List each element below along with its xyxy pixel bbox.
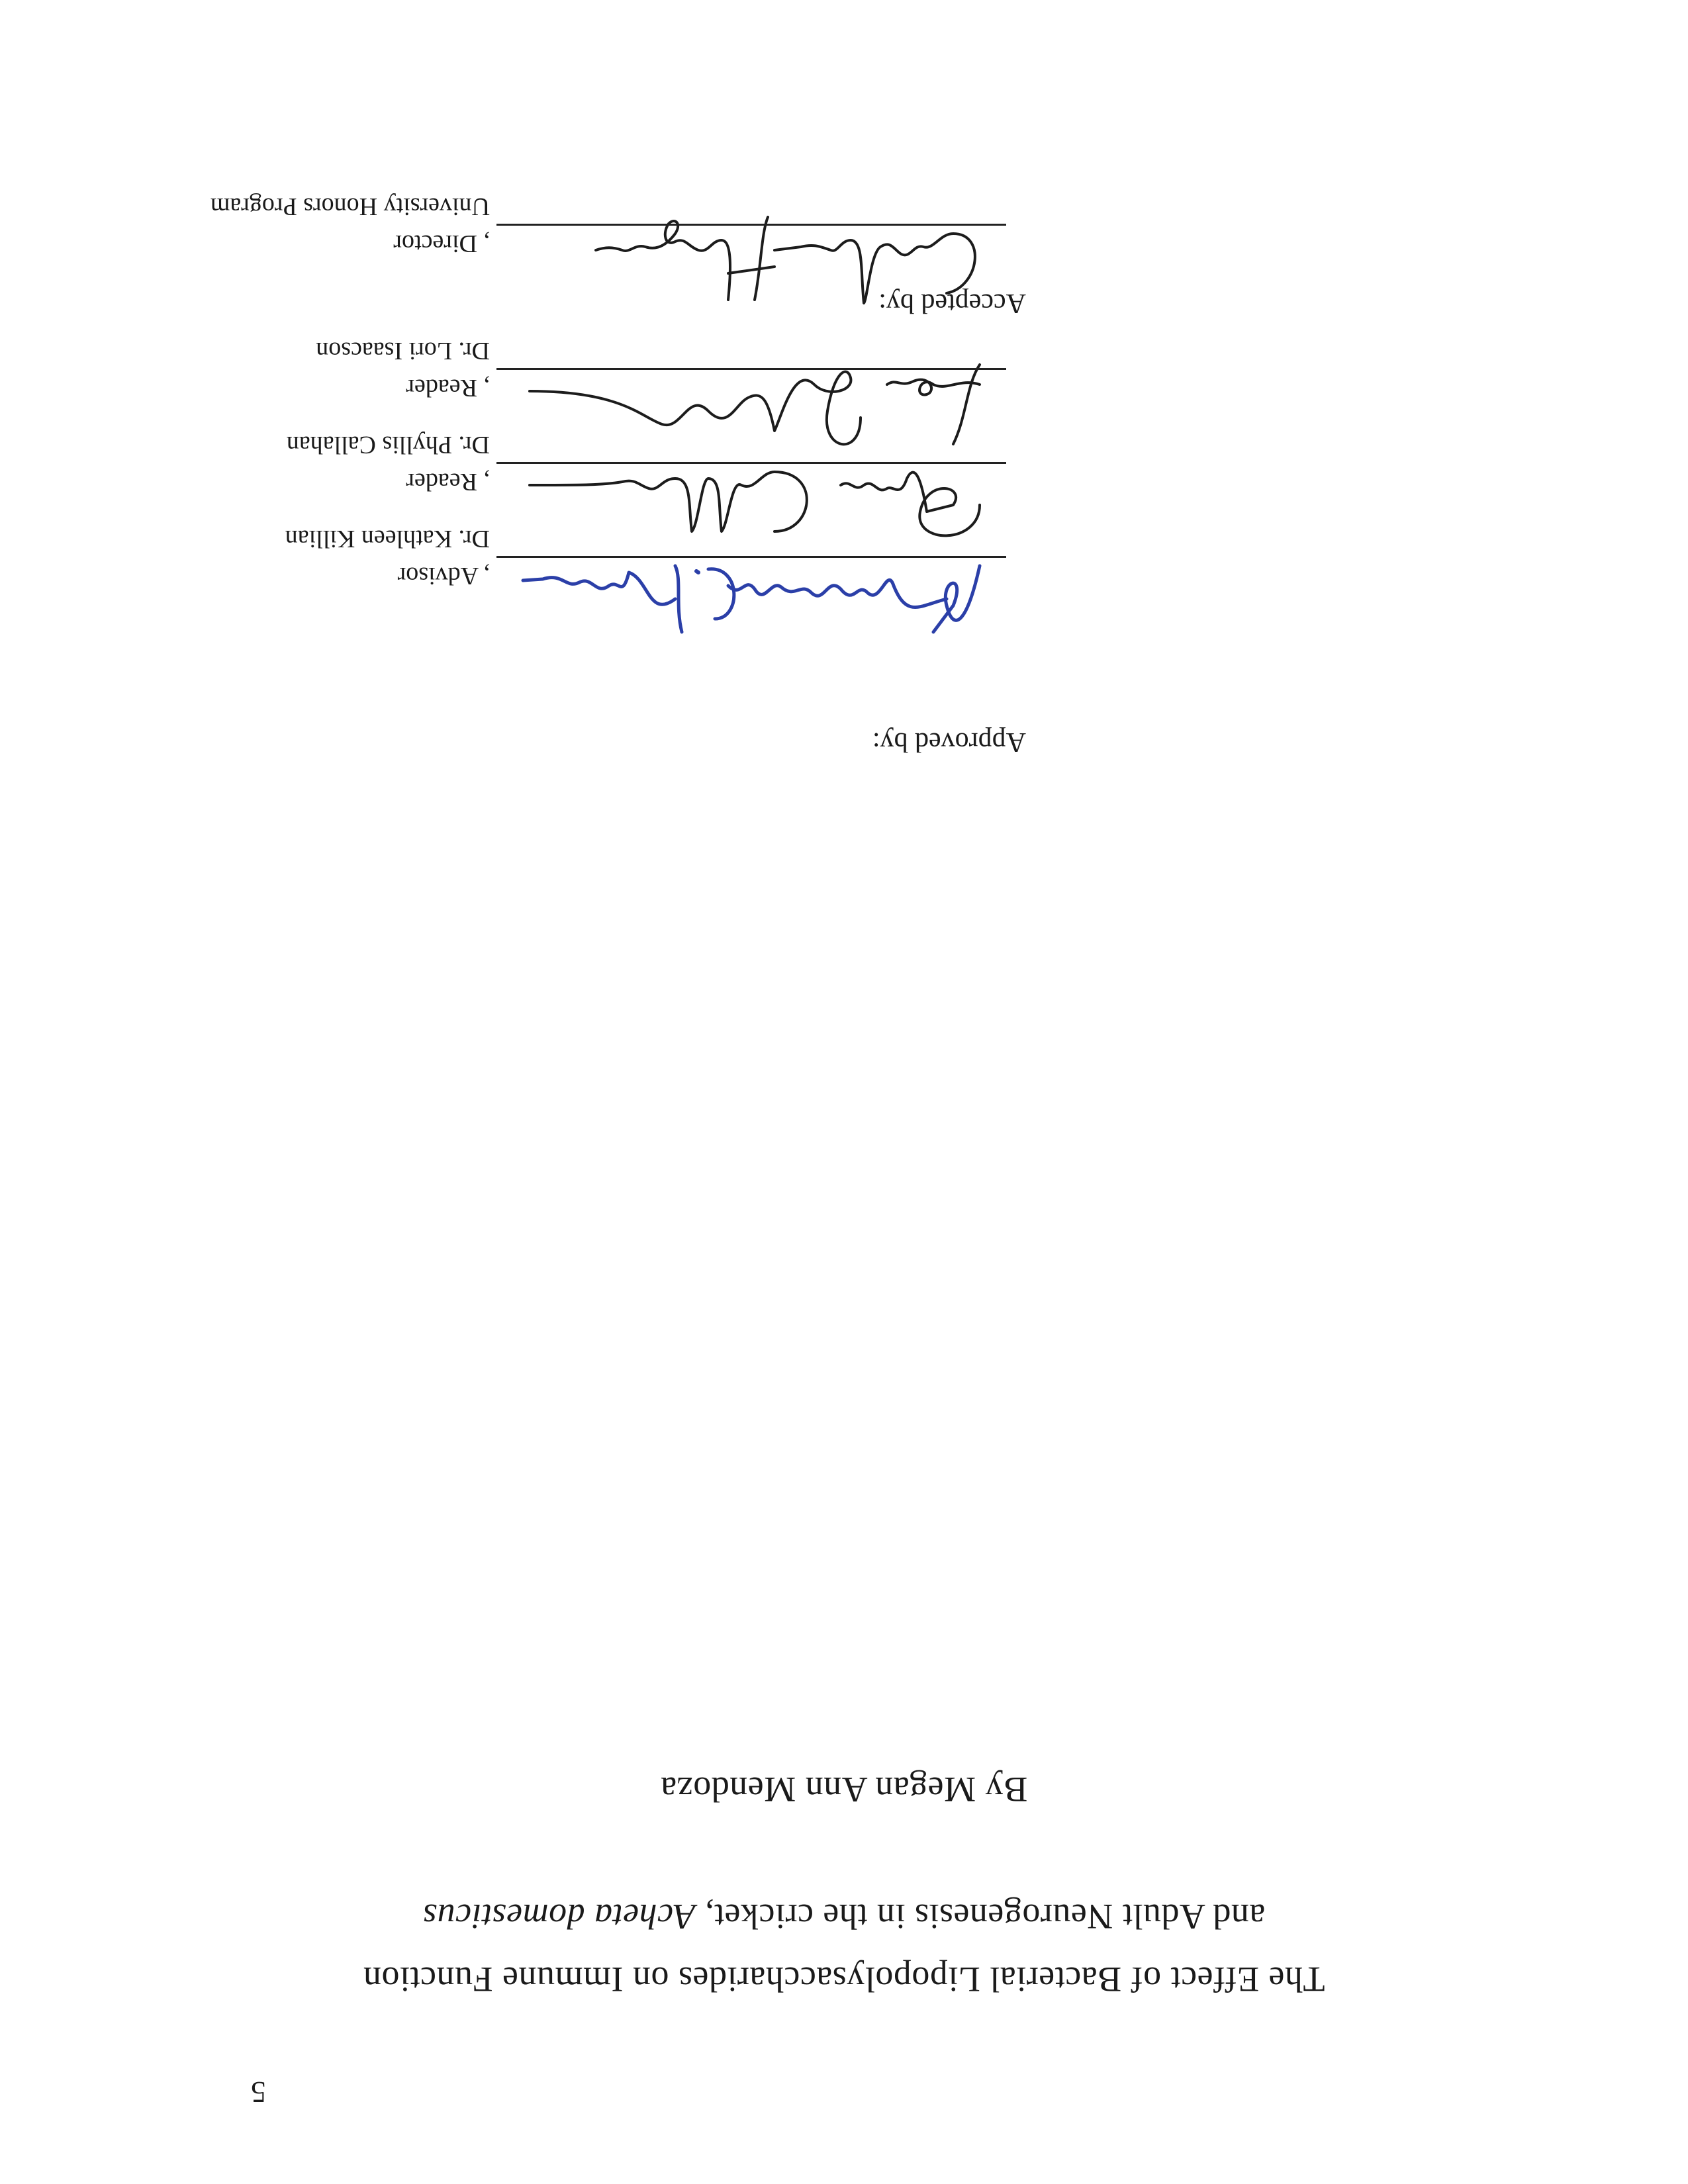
accepted-by-label: Accepted by: — [878, 288, 1026, 318]
reader-1-name: Dr. Phyllis Callahan — [286, 431, 490, 459]
advisor-name: Dr. Kathleen Killian — [285, 525, 490, 553]
advisor-signature — [516, 546, 993, 645]
signature-line — [496, 368, 1006, 370]
signature-line — [496, 556, 1006, 558]
thesis-title-line-1: The Effect of Bacterial Lipopolysaccharides on Immune Function — [363, 1960, 1325, 1999]
author-byline: By Megan Ann Mendoza — [660, 1770, 1028, 1809]
page-number: 5 — [251, 2075, 266, 2109]
signature-line — [496, 224, 1006, 226]
thesis-title-line-2 — [146, 1896, 1542, 1937]
director-role: , Director — [393, 230, 490, 257]
species-name: Acheta domesticus — [422, 1897, 696, 1936]
thesis-title-line-2-text: and Adult Neurogenesis in the cricket, — [695, 1897, 1266, 1936]
director-signature — [516, 214, 993, 313]
reader-2-name: Dr. Lori Isaacson — [316, 337, 490, 365]
approved-by-label: Approved by: — [872, 727, 1026, 757]
reader-2-signature — [516, 358, 993, 457]
reader-1-signature — [516, 452, 993, 551]
director-name: University Honors Program — [210, 193, 490, 220]
reader-1-role: , Reader — [406, 468, 490, 496]
signature-line — [496, 462, 1006, 464]
advisor-role: , Advisor — [397, 562, 490, 590]
signature-block-reader-2 — [318, 325, 1006, 411]
signature-block-director — [210, 181, 1006, 267]
reader-2-role: , Reader — [406, 374, 490, 402]
